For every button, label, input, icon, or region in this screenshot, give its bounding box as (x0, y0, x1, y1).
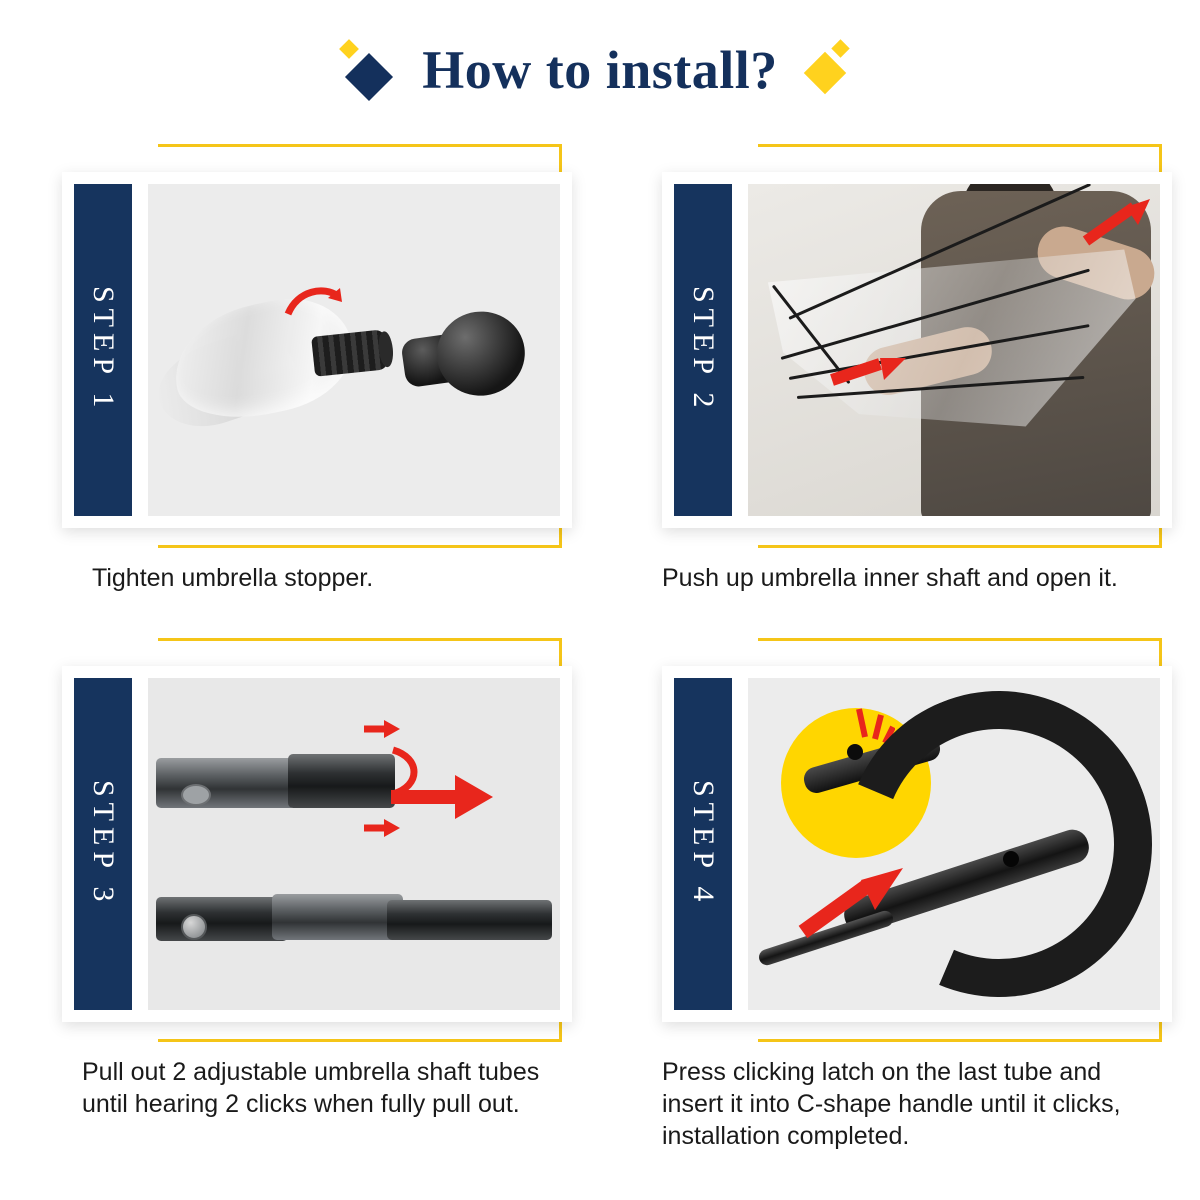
shaft-tube-upper-left (156, 758, 296, 808)
step-1-frame (62, 128, 572, 548)
yellow-diamond-big-icon (804, 52, 846, 94)
step-1-tab-label: STEP 1 (87, 286, 120, 414)
page-header (0, 0, 1200, 140)
red-arrow-up-icon (1082, 197, 1152, 247)
step-2-tab (674, 184, 732, 516)
steps-grid (0, 128, 1200, 1152)
step-4-tab (674, 678, 732, 1010)
step-1-tab (74, 184, 132, 516)
red-small-arrow-icon (362, 817, 402, 839)
navy-diamond-icon (345, 53, 393, 101)
red-curved-arrow-icon (383, 744, 433, 800)
handle-hole-icon (1003, 851, 1019, 867)
step-1-card (62, 172, 572, 528)
step-3-tab-label: STEP 3 (87, 780, 120, 908)
step-2-card (662, 172, 1172, 528)
yellow-diamond-tiny-icon (831, 39, 849, 57)
umbrella-screw-thread (311, 330, 389, 378)
step-4-card (662, 666, 1172, 1022)
red-small-arrow-icon (362, 718, 402, 740)
page-title: How to install? (422, 40, 778, 100)
header-diamond-left (342, 40, 396, 100)
step-2-image (748, 184, 1160, 516)
step-card-2 (600, 128, 1200, 594)
step-4-tab-label: STEP 4 (687, 780, 720, 908)
red-arrow-insert-icon (797, 864, 907, 942)
step-3-image (148, 678, 560, 1010)
step-1-image (148, 184, 560, 516)
shaft-tube-lower-right (387, 900, 552, 940)
step-card-4 (600, 622, 1200, 1152)
shaft-tube-upper-right (288, 754, 395, 808)
step-1-caption: Tighten umbrella stopper. (92, 564, 374, 592)
shaft-tube-lower-mid (272, 894, 404, 940)
yellow-diamond-small-icon (339, 39, 359, 59)
step-3-caption: Pull out 2 adjustable umbrella shaft tubes until hearing 2 clicks when fully pull out. (82, 1058, 540, 1118)
step-card-3 (0, 622, 600, 1152)
red-arrow-right-icon (830, 350, 908, 394)
step-3-card (62, 666, 572, 1022)
step-2-frame (662, 128, 1172, 548)
tube-screw-icon (181, 914, 207, 940)
umbrella-stopper-cap (398, 302, 532, 410)
stopper-knob (432, 306, 531, 401)
step-4-caption: Press clicking latch on the last tube and insert it into C-shape handle until it clicks, installation completed. (662, 1058, 1121, 1150)
step-3-tab (74, 678, 132, 1010)
step-2-caption: Push up umbrella inner shaft and open it. (662, 564, 1118, 592)
red-rotation-arrow-icon (284, 284, 344, 320)
shaft-tube-lower-left (156, 897, 288, 941)
step-4-frame (662, 622, 1172, 1042)
step-2-tab-label: STEP 2 (687, 286, 720, 414)
header-diamond-right (804, 40, 858, 100)
step-4-image (748, 678, 1160, 1010)
step-card-1 (0, 128, 600, 594)
step-3-frame (62, 622, 572, 1042)
